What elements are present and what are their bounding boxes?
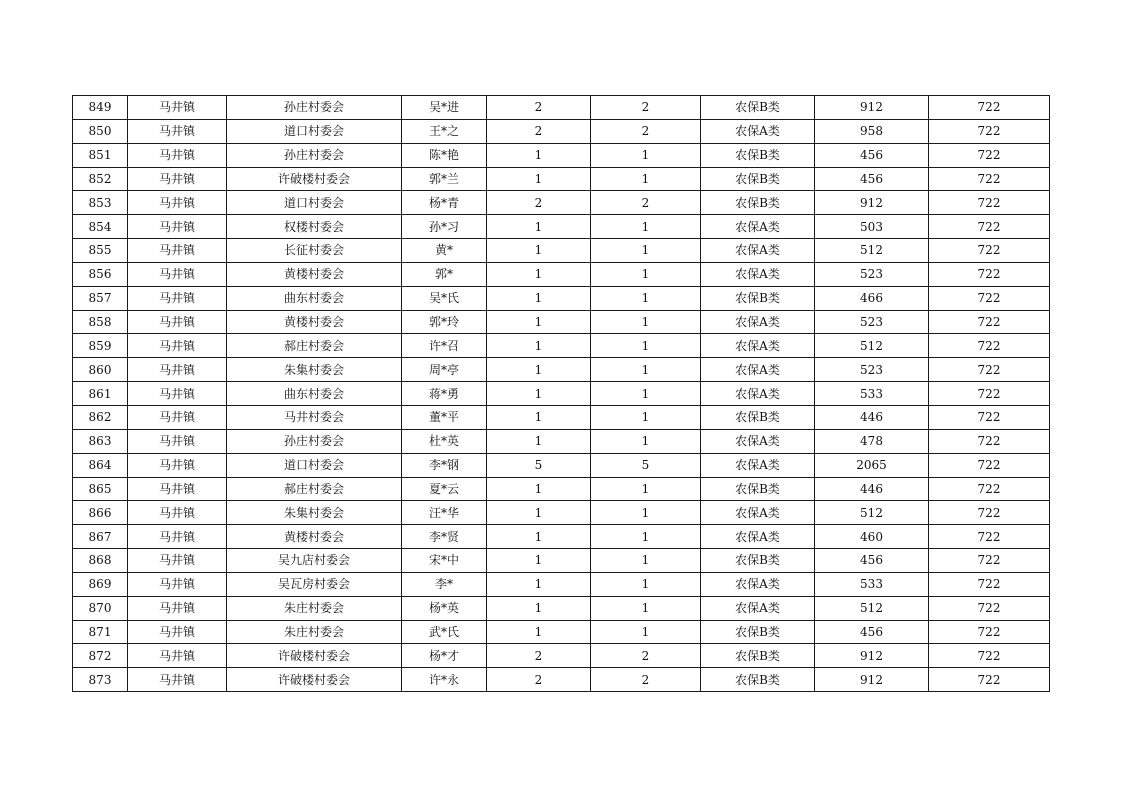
person-count-cell: 1 (591, 167, 701, 191)
category-cell: 农保A类 (701, 572, 815, 596)
town-cell: 马井镇 (128, 286, 227, 310)
table-row (73, 477, 1050, 501)
row-number-cell: 862 (73, 405, 128, 429)
name-cell: 郭*玲 (402, 310, 487, 334)
amount-cell: 466 (815, 286, 929, 310)
person-count-cell: 2 (591, 119, 701, 143)
town-cell: 马井镇 (128, 239, 227, 263)
amount-cell: 446 (815, 405, 929, 429)
table-row (73, 119, 1050, 143)
person-count-cell: 1 (591, 429, 701, 453)
category-cell: 农保A类 (701, 596, 815, 620)
table-row (73, 310, 1050, 334)
person-count-cell: 1 (591, 405, 701, 429)
name-cell: 杜*英 (402, 429, 487, 453)
standard-cell: 722 (929, 572, 1050, 596)
table-row (73, 644, 1050, 668)
household-count-cell: 1 (487, 429, 591, 453)
town-cell: 马井镇 (128, 644, 227, 668)
town-cell: 马井镇 (128, 429, 227, 453)
village-committee-cell: 道口村委会 (227, 453, 402, 477)
name-cell: 杨*青 (402, 191, 487, 215)
category-cell: 农保B类 (701, 96, 815, 120)
standard-cell: 722 (929, 358, 1050, 382)
village-committee-cell: 郝庄村委会 (227, 334, 402, 358)
household-count-cell: 1 (487, 310, 591, 334)
town-cell: 马井镇 (128, 334, 227, 358)
category-cell: 农保B类 (701, 620, 815, 644)
category-cell: 农保B类 (701, 549, 815, 573)
name-cell: 夏*云 (402, 477, 487, 501)
amount-cell: 503 (815, 215, 929, 239)
name-cell: 武*氏 (402, 620, 487, 644)
name-cell: 汪*华 (402, 501, 487, 525)
amount-cell: 2065 (815, 453, 929, 477)
village-committee-cell: 许破楼村委会 (227, 167, 402, 191)
village-committee-cell: 权楼村委会 (227, 215, 402, 239)
town-cell: 马井镇 (128, 620, 227, 644)
row-number-cell: 856 (73, 262, 128, 286)
person-count-cell: 2 (591, 191, 701, 215)
row-number-cell: 860 (73, 358, 128, 382)
village-committee-cell: 马井村委会 (227, 405, 402, 429)
person-count-cell: 1 (591, 620, 701, 644)
person-count-cell: 1 (591, 215, 701, 239)
amount-cell: 523 (815, 358, 929, 382)
amount-cell: 912 (815, 96, 929, 120)
name-cell: 蒋*勇 (402, 382, 487, 406)
household-count-cell: 1 (487, 501, 591, 525)
household-count-cell: 1 (487, 262, 591, 286)
row-number-cell: 855 (73, 239, 128, 263)
category-cell: 农保B类 (701, 477, 815, 501)
category-cell: 农保B类 (701, 405, 815, 429)
household-count-cell: 1 (487, 596, 591, 620)
household-count-cell: 5 (487, 453, 591, 477)
village-committee-cell: 道口村委会 (227, 191, 402, 215)
amount-cell: 456 (815, 549, 929, 573)
row-number-cell: 854 (73, 215, 128, 239)
row-number-cell: 868 (73, 549, 128, 573)
name-cell: 郭* (402, 262, 487, 286)
town-cell: 马井镇 (128, 572, 227, 596)
person-count-cell: 1 (591, 262, 701, 286)
town-cell: 马井镇 (128, 477, 227, 501)
name-cell: 郭*兰 (402, 167, 487, 191)
row-number-cell: 859 (73, 334, 128, 358)
table-row (73, 239, 1050, 263)
category-cell: 农保A类 (701, 310, 815, 334)
household-count-cell: 2 (487, 644, 591, 668)
town-cell: 马井镇 (128, 191, 227, 215)
category-cell: 农保A类 (701, 334, 815, 358)
row-number-cell: 853 (73, 191, 128, 215)
standard-cell: 722 (929, 429, 1050, 453)
amount-cell: 446 (815, 477, 929, 501)
person-count-cell: 1 (591, 549, 701, 573)
table-row (73, 215, 1050, 239)
town-cell: 马井镇 (128, 96, 227, 120)
row-number-cell: 867 (73, 525, 128, 549)
category-cell: 农保B类 (701, 644, 815, 668)
table-row (73, 262, 1050, 286)
town-cell: 马井镇 (128, 310, 227, 334)
person-count-cell: 1 (591, 239, 701, 263)
household-count-cell: 2 (487, 96, 591, 120)
town-cell: 马井镇 (128, 358, 227, 382)
village-committee-cell: 曲东村委会 (227, 382, 402, 406)
table-row (73, 549, 1050, 573)
row-number-cell: 861 (73, 382, 128, 406)
town-cell: 马井镇 (128, 382, 227, 406)
village-committee-cell: 朱集村委会 (227, 501, 402, 525)
household-count-cell: 1 (487, 167, 591, 191)
amount-cell: 533 (815, 382, 929, 406)
standard-cell: 722 (929, 96, 1050, 120)
household-count-cell: 1 (487, 358, 591, 382)
standard-cell: 722 (929, 239, 1050, 263)
town-cell: 马井镇 (128, 525, 227, 549)
amount-cell: 456 (815, 143, 929, 167)
village-committee-cell: 郝庄村委会 (227, 477, 402, 501)
amount-cell: 460 (815, 525, 929, 549)
person-count-cell: 1 (591, 572, 701, 596)
person-count-cell: 1 (591, 596, 701, 620)
name-cell: 王*之 (402, 119, 487, 143)
row-number-cell: 850 (73, 119, 128, 143)
standard-cell: 722 (929, 501, 1050, 525)
category-cell: 农保B类 (701, 668, 815, 692)
table-row (73, 620, 1050, 644)
standard-cell: 722 (929, 286, 1050, 310)
amount-cell: 533 (815, 572, 929, 596)
amount-cell: 456 (815, 620, 929, 644)
table-row (73, 191, 1050, 215)
table-row (73, 668, 1050, 692)
table-row (73, 96, 1050, 120)
standard-cell: 722 (929, 453, 1050, 477)
village-committee-cell: 孙庄村委会 (227, 143, 402, 167)
town-cell: 马井镇 (128, 501, 227, 525)
village-committee-cell: 黄楼村委会 (227, 310, 402, 334)
table-row (73, 429, 1050, 453)
row-number-cell: 872 (73, 644, 128, 668)
table-row (73, 358, 1050, 382)
town-cell: 马井镇 (128, 167, 227, 191)
person-count-cell: 1 (591, 501, 701, 525)
category-cell: 农保A类 (701, 525, 815, 549)
category-cell: 农保B类 (701, 167, 815, 191)
name-cell: 吴*氏 (402, 286, 487, 310)
amount-cell: 523 (815, 310, 929, 334)
household-count-cell: 1 (487, 525, 591, 549)
category-cell: 农保B类 (701, 286, 815, 310)
town-cell: 马井镇 (128, 453, 227, 477)
standard-cell: 722 (929, 405, 1050, 429)
table-body (73, 96, 1050, 692)
village-committee-cell: 黄楼村委会 (227, 525, 402, 549)
category-cell: 农保A类 (701, 358, 815, 382)
table-row (73, 286, 1050, 310)
household-count-cell: 2 (487, 119, 591, 143)
row-number-cell: 863 (73, 429, 128, 453)
amount-cell: 512 (815, 596, 929, 620)
town-cell: 马井镇 (128, 668, 227, 692)
table-row (73, 501, 1050, 525)
village-committee-cell: 朱庄村委会 (227, 596, 402, 620)
category-cell: 农保A类 (701, 429, 815, 453)
standard-cell: 722 (929, 668, 1050, 692)
name-cell: 董*平 (402, 405, 487, 429)
household-count-cell: 1 (487, 620, 591, 644)
table-row (73, 167, 1050, 191)
amount-cell: 523 (815, 262, 929, 286)
amount-cell: 478 (815, 429, 929, 453)
person-count-cell: 1 (591, 477, 701, 501)
name-cell: 陈*艳 (402, 143, 487, 167)
person-count-cell: 1 (591, 286, 701, 310)
amount-cell: 456 (815, 167, 929, 191)
amount-cell: 958 (815, 119, 929, 143)
category-cell: 农保A类 (701, 239, 815, 263)
category-cell: 农保B类 (701, 143, 815, 167)
category-cell: 农保A类 (701, 453, 815, 477)
household-count-cell: 1 (487, 143, 591, 167)
row-number-cell: 858 (73, 310, 128, 334)
amount-cell: 912 (815, 668, 929, 692)
category-cell: 农保A类 (701, 501, 815, 525)
standard-cell: 722 (929, 477, 1050, 501)
household-count-cell: 1 (487, 572, 591, 596)
amount-cell: 512 (815, 334, 929, 358)
town-cell: 马井镇 (128, 119, 227, 143)
standard-cell: 722 (929, 167, 1050, 191)
standard-cell: 722 (929, 215, 1050, 239)
household-count-cell: 1 (487, 477, 591, 501)
standard-cell: 722 (929, 644, 1050, 668)
household-count-cell: 1 (487, 286, 591, 310)
standard-cell: 722 (929, 143, 1050, 167)
table-row (73, 405, 1050, 429)
name-cell: 李*钢 (402, 453, 487, 477)
household-count-cell: 1 (487, 405, 591, 429)
name-cell: 许*永 (402, 668, 487, 692)
row-number-cell: 870 (73, 596, 128, 620)
village-committee-cell: 许破楼村委会 (227, 668, 402, 692)
town-cell: 马井镇 (128, 596, 227, 620)
person-count-cell: 1 (591, 382, 701, 406)
village-committee-cell: 孙庄村委会 (227, 429, 402, 453)
category-cell: 农保A类 (701, 119, 815, 143)
table-row (73, 525, 1050, 549)
standard-cell: 722 (929, 191, 1050, 215)
standard-cell: 722 (929, 119, 1050, 143)
village-committee-cell: 吴九店村委会 (227, 549, 402, 573)
row-number-cell: 866 (73, 501, 128, 525)
category-cell: 农保B类 (701, 191, 815, 215)
town-cell: 马井镇 (128, 143, 227, 167)
person-count-cell: 2 (591, 668, 701, 692)
person-count-cell: 2 (591, 96, 701, 120)
standard-cell: 722 (929, 262, 1050, 286)
name-cell: 周*亭 (402, 358, 487, 382)
village-committee-cell: 朱集村委会 (227, 358, 402, 382)
village-committee-cell: 朱庄村委会 (227, 620, 402, 644)
household-count-cell: 1 (487, 334, 591, 358)
village-committee-cell: 曲东村委会 (227, 286, 402, 310)
table-row (73, 453, 1050, 477)
village-committee-cell: 孙庄村委会 (227, 96, 402, 120)
table-row (73, 334, 1050, 358)
table-row (73, 572, 1050, 596)
name-cell: 孙*习 (402, 215, 487, 239)
row-number-cell: 865 (73, 477, 128, 501)
category-cell: 农保A类 (701, 262, 815, 286)
row-number-cell: 857 (73, 286, 128, 310)
row-number-cell: 851 (73, 143, 128, 167)
village-committee-cell: 吴瓦房村委会 (227, 572, 402, 596)
standard-cell: 722 (929, 525, 1050, 549)
name-cell: 吴*进 (402, 96, 487, 120)
person-count-cell: 5 (591, 453, 701, 477)
person-count-cell: 1 (591, 334, 701, 358)
category-cell: 农保A类 (701, 215, 815, 239)
household-count-cell: 1 (487, 382, 591, 406)
person-count-cell: 2 (591, 644, 701, 668)
row-number-cell: 873 (73, 668, 128, 692)
village-committee-cell: 许破楼村委会 (227, 644, 402, 668)
row-number-cell: 871 (73, 620, 128, 644)
data-table (72, 95, 1050, 692)
name-cell: 杨*才 (402, 644, 487, 668)
standard-cell: 722 (929, 334, 1050, 358)
amount-cell: 512 (815, 501, 929, 525)
name-cell: 许*召 (402, 334, 487, 358)
village-committee-cell: 黄楼村委会 (227, 262, 402, 286)
amount-cell: 512 (815, 239, 929, 263)
table-row (73, 382, 1050, 406)
town-cell: 马井镇 (128, 405, 227, 429)
standard-cell: 722 (929, 549, 1050, 573)
person-count-cell: 1 (591, 143, 701, 167)
name-cell: 宋*中 (402, 549, 487, 573)
person-count-cell: 1 (591, 358, 701, 382)
row-number-cell: 864 (73, 453, 128, 477)
household-count-cell: 1 (487, 215, 591, 239)
person-count-cell: 1 (591, 525, 701, 549)
household-count-cell: 2 (487, 191, 591, 215)
town-cell: 马井镇 (128, 549, 227, 573)
amount-cell: 912 (815, 191, 929, 215)
town-cell: 马井镇 (128, 215, 227, 239)
standard-cell: 722 (929, 596, 1050, 620)
village-committee-cell: 道口村委会 (227, 119, 402, 143)
village-committee-cell: 长征村委会 (227, 239, 402, 263)
household-count-cell: 1 (487, 239, 591, 263)
standard-cell: 722 (929, 382, 1050, 406)
row-number-cell: 852 (73, 167, 128, 191)
row-number-cell: 849 (73, 96, 128, 120)
town-cell: 马井镇 (128, 262, 227, 286)
name-cell: 杨*英 (402, 596, 487, 620)
name-cell: 黄* (402, 239, 487, 263)
name-cell: 李* (402, 572, 487, 596)
person-count-cell: 1 (591, 310, 701, 334)
household-count-cell: 2 (487, 668, 591, 692)
standard-cell: 722 (929, 620, 1050, 644)
household-count-cell: 1 (487, 549, 591, 573)
row-number-cell: 869 (73, 572, 128, 596)
table-row (73, 596, 1050, 620)
amount-cell: 912 (815, 644, 929, 668)
category-cell: 农保A类 (701, 382, 815, 406)
standard-cell: 722 (929, 310, 1050, 334)
name-cell: 李*贤 (402, 525, 487, 549)
table-row (73, 143, 1050, 167)
